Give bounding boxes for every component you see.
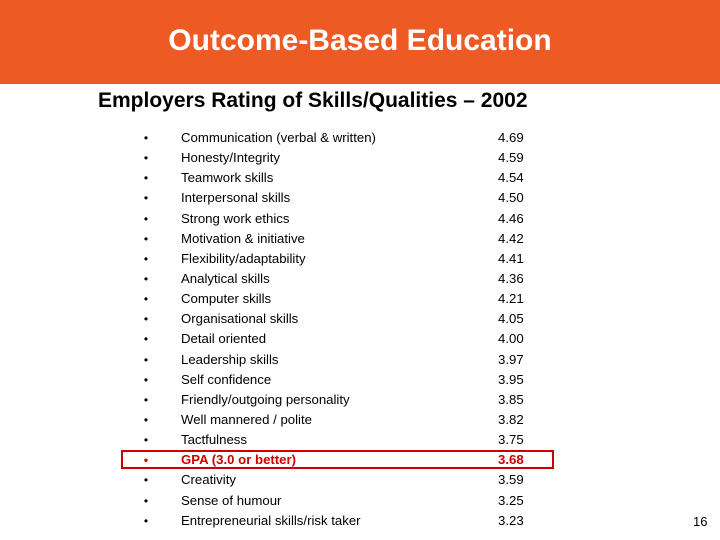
skill-label: Entrepreneurial skills/risk taker (181, 512, 361, 528)
skill-rating: 4.54 (498, 170, 524, 186)
skill-label: Detail oriented (181, 331, 267, 347)
bullet-icon: • (143, 251, 149, 266)
skill-rating: 3.59 (498, 472, 524, 488)
page-number: 16 (693, 514, 708, 529)
list-item (0, 249, 720, 269)
skill-label: Computer skills (181, 291, 272, 307)
skill-rating: 4.46 (498, 210, 524, 226)
bullet-icon: • (143, 171, 149, 186)
skill-rating: 3.25 (498, 492, 524, 508)
bullet-icon: • (143, 211, 149, 226)
skill-label: GPA (3.0 or better) (181, 452, 297, 468)
bullet-icon: • (143, 412, 149, 427)
skill-label: Motivation & initiative (181, 230, 305, 246)
skill-label: Creativity (181, 472, 236, 488)
bullet-icon: • (143, 473, 149, 488)
skill-rating: 3.75 (498, 432, 524, 448)
skill-label: Teamwork skills (181, 170, 274, 186)
bullet-icon: • (143, 131, 149, 145)
bullet-icon: • (143, 493, 149, 508)
slide-subtitle: Employers Rating of Skills/Qualities – 2002 (98, 89, 528, 112)
skill-label: Flexibility/adaptability (181, 250, 306, 266)
skill-label: Analytical skills (181, 270, 270, 286)
list-item (0, 329, 720, 349)
skills-list (0, 128, 720, 531)
skill-label: Tactfulness (181, 432, 247, 448)
skill-rating: 3.97 (498, 351, 524, 367)
skill-rating: 3.68 (498, 452, 524, 468)
list-item (0, 269, 720, 289)
skill-rating: 3.95 (498, 371, 524, 387)
skill-label: Communication (verbal & written) (181, 130, 376, 145)
skill-rating: 4.21 (498, 291, 524, 307)
skill-label: Friendly/outgoing personality (181, 391, 350, 407)
bullet-icon: • (143, 292, 149, 307)
skill-rating: 4.50 (498, 190, 524, 206)
list-item (0, 188, 720, 208)
skill-label: Self confidence (181, 371, 272, 387)
slide-title: Outcome-Based Education (168, 24, 552, 57)
skill-label: Strong work ethics (181, 210, 290, 226)
list-item (0, 128, 720, 148)
list-item (0, 168, 720, 188)
bullet-icon: • (143, 433, 149, 448)
skill-rating: 3.85 (498, 391, 524, 407)
bullet-icon: • (143, 352, 149, 367)
highlight-box (121, 450, 554, 469)
skill-label: Honesty/Integrity (181, 150, 280, 166)
skill-rating: 4.05 (498, 311, 524, 327)
skill-rating: 4.69 (498, 130, 524, 145)
skill-rating: 3.82 (498, 411, 524, 427)
skill-rating: 4.00 (498, 331, 524, 347)
list-item (0, 209, 720, 229)
title-bar (0, 0, 720, 84)
bullet-icon: • (143, 392, 149, 407)
bullet-icon: • (143, 332, 149, 347)
bullet-icon: • (143, 231, 149, 246)
bullet-icon: • (143, 453, 149, 468)
bullet-icon: • (143, 191, 149, 206)
skill-label: Organisational skills (181, 311, 299, 327)
skill-label: Well mannered / polite (181, 411, 312, 427)
list-item (0, 511, 720, 531)
list-item (0, 148, 720, 168)
skill-label: Interpersonal skills (181, 190, 291, 206)
bullet-icon: • (143, 312, 149, 327)
bullet-icon: • (143, 513, 149, 528)
list-item (0, 470, 720, 490)
list-item (0, 491, 720, 511)
skill-rating: 4.41 (498, 250, 524, 266)
list-item (0, 350, 720, 370)
skill-rating: 4.42 (498, 230, 524, 246)
list-item (0, 309, 720, 329)
list-item (0, 390, 720, 410)
list-item (0, 370, 720, 390)
list-item (0, 229, 720, 249)
list-item (0, 289, 720, 309)
list-item (0, 410, 720, 430)
skill-rating: 4.36 (498, 270, 524, 286)
bullet-icon: • (143, 372, 149, 387)
bullet-icon: • (143, 271, 149, 286)
list-item (0, 430, 720, 450)
skill-label: Leadership skills (181, 351, 279, 367)
skill-rating: 3.23 (498, 512, 524, 528)
bullet-icon: • (143, 151, 149, 166)
skill-rating: 4.59 (498, 150, 524, 166)
skill-label: Sense of humour (181, 492, 282, 508)
